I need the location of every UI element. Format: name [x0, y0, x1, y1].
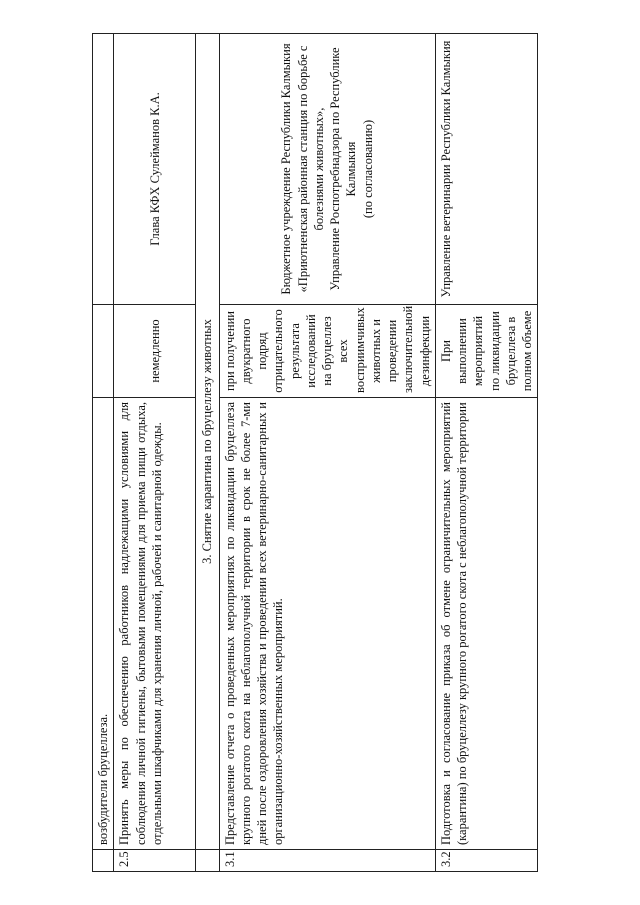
term-cell: немедленно: [114, 305, 196, 398]
table-row: [93, 34, 114, 872]
row-number: 2.5: [114, 850, 196, 872]
responsible-note: (по согласованию): [360, 119, 375, 219]
section-row: [196, 34, 219, 872]
responsible-cell: Глава КФХ Сулейманов К.А.: [114, 34, 196, 305]
responsible-org-1: Бюджетное учреждение Республики Калмыкия «Приютненская районная станция по борьбе с болезнями животных»,: [279, 43, 326, 295]
action-cell: Подготовка и согласование приказа об отмене ограничительных мероприятий (карантина) по бруцеллезу крупного рогатого скота с неблагополучной территории: [435, 398, 538, 850]
row-number: 3.1: [219, 850, 435, 872]
table-row: [219, 34, 435, 872]
action-cell: Принять меры по обеспечению работников надлежащими условиями для соблюдения личной гигиены, бытовыми помещениями для приема пищи отдыха, отдельными шкафчиками для хранения личной, рабочей и санитарной одежды.: [114, 398, 196, 850]
term-cell: [93, 305, 114, 398]
rotated-document: [92, 34, 534, 872]
number-cell: [196, 850, 219, 872]
action-cell: возбудители бруцеллеза.: [93, 398, 114, 850]
responsible-cell: [93, 34, 114, 305]
action-cell: Представление отчета о проведенных мероприятиях по ликвидации бруцеллеза крупного рогатого скота на неблагополучной территории в срок не более 7-ми дней после оздоровления хозяйства и проведении всех ветеринарно-санитарных и организационно-хозяйственных мероприятий.: [219, 398, 435, 850]
responsible-org-2: Управление Роспотребнадзора по Республике Калмыкия: [328, 47, 359, 291]
table-row: [435, 34, 538, 872]
table-row: [114, 34, 196, 872]
term-cell: При выполнении мероприятий по ликвидации бруцеллеза в полном объеме: [435, 305, 538, 398]
term-cell: при получении двукратного подряд отрицательного результата исследований на бруцеллез всех восприимчивых животных и проведении заключительной дезинфекции: [219, 305, 435, 398]
responsible-cell: [219, 34, 435, 305]
section-title: 3. Снятие карантина по бруцеллезу животных: [196, 34, 219, 850]
responsible-cell: Управление ветеринарии Республики Калмыкия: [435, 34, 538, 305]
number-cell: [93, 850, 114, 872]
row-number: 3.2: [435, 850, 538, 872]
measures-table: [92, 33, 538, 872]
